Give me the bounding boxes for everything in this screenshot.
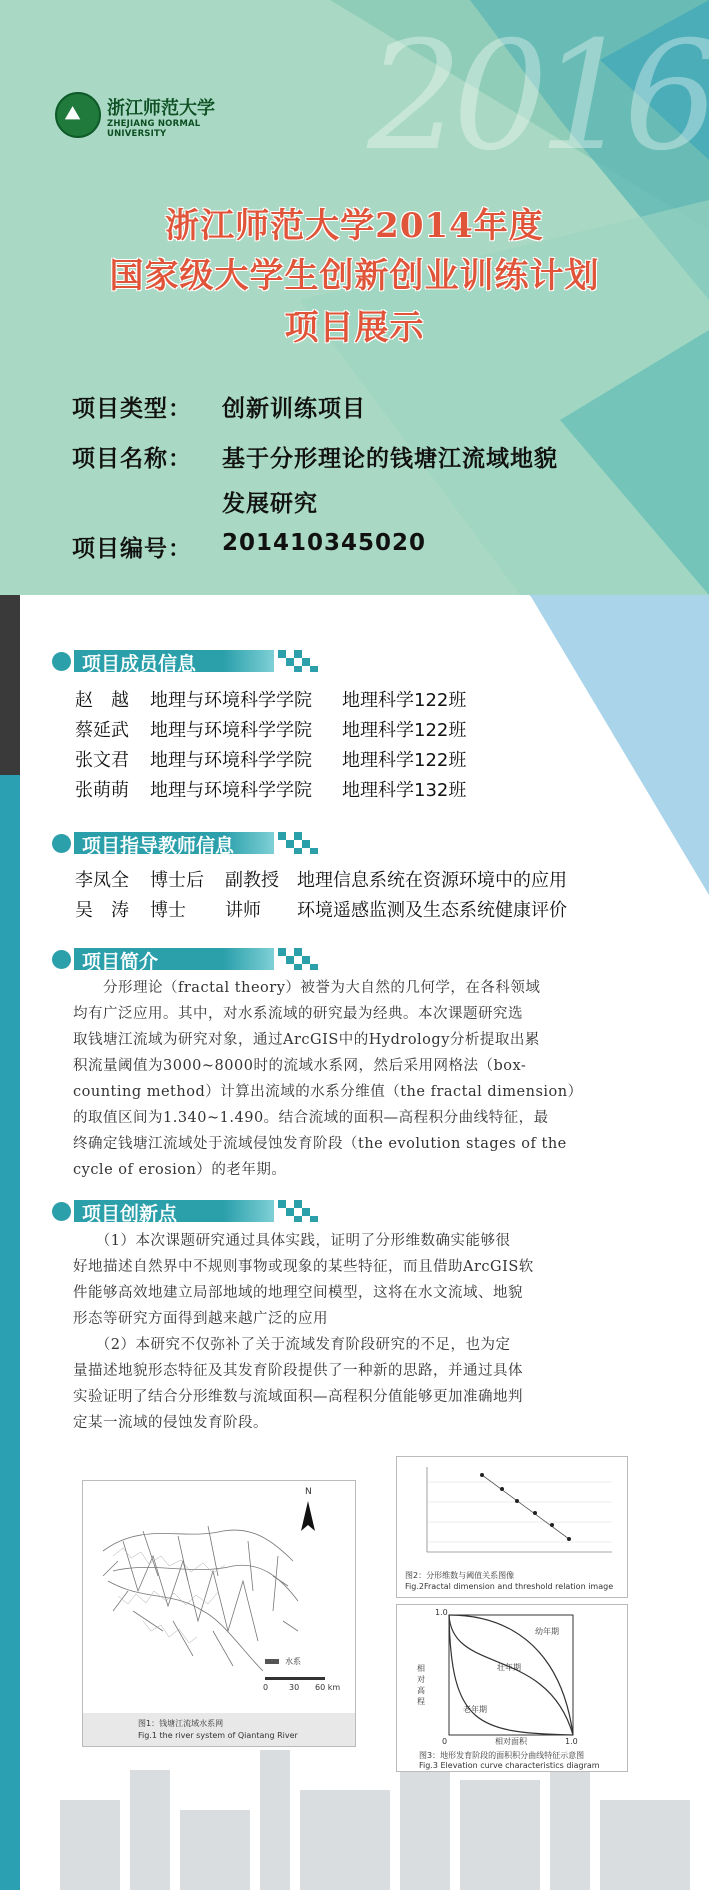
x-axis-label-0: 0 xyxy=(442,1737,448,1746)
project-number-value: 201410345020 xyxy=(222,530,427,556)
advisor-title: 讲师 xyxy=(225,900,261,921)
innovation-line: 定某一流域的侵蚀发育阶段。 xyxy=(73,1415,268,1431)
project-type-value: 创新训练项目 xyxy=(222,396,366,422)
curve-label-mature: 壮年期 xyxy=(497,1663,521,1672)
figure-2-fractal-chart xyxy=(396,1456,628,1598)
advisor-field: 环境遥感监测及生态系统健康评价 xyxy=(297,900,567,921)
project-number-row xyxy=(72,530,427,563)
intro-heading-label: 项目简介 xyxy=(82,951,159,973)
intro-line: 终确定钱塘江流域处于流域侵蚀发育阶段（the evolution stages of the xyxy=(73,1136,567,1152)
project-name-label: 项目名称： xyxy=(72,446,192,472)
scale-label-60: 60 km xyxy=(315,1683,341,1692)
member-name: 张文君 xyxy=(75,750,129,771)
intro-line: 分形理论（fractal theory）被誉为大自然的几何学，在各科领域 xyxy=(73,980,541,996)
figure-2-caption-en: Fig.2Fractal dimension and threshold relation image xyxy=(405,1582,614,1591)
north-label: N xyxy=(305,1487,312,1497)
innovation-line: 好地描述自然界中不规则事物或现象的某些特征，而且借助ArcGIS软 xyxy=(73,1259,534,1275)
figure-3-caption-en: Fig.3 Elevation curve characteristics diagram xyxy=(419,1761,600,1770)
intro-line: counting method）计算出流域的水系分维值（the fractal dimension） xyxy=(73,1084,583,1100)
intro-paragraph xyxy=(73,975,629,1183)
river-network-map xyxy=(83,1481,355,1701)
members-heading-label: 项目成员信息 xyxy=(82,653,197,675)
member-college: 地理与环境科学学院 xyxy=(150,720,312,741)
member-college: 地理与环境科学学院 xyxy=(150,750,312,771)
university-logo xyxy=(55,92,255,142)
project-name-value-2: 发展研究 xyxy=(222,491,318,517)
member-class: 地理科学122班 xyxy=(342,750,467,771)
advisor-degree: 博士后 xyxy=(150,870,204,891)
innovation-paragraph xyxy=(73,1228,629,1436)
advisor-degree: 博士 xyxy=(150,900,186,921)
curve-label-old: 老年期 xyxy=(463,1705,487,1714)
intro-line: 积流量阈值为3000~8000时的流域水系网，然后采用网格法（box- xyxy=(73,1058,527,1074)
project-number-label: 项目编号： xyxy=(72,536,192,562)
left-dark-bar xyxy=(0,595,20,775)
advisor-name: 吴 涛 xyxy=(75,900,129,921)
innovation-line: 量描述地貌形态特征及其发育阶段提供了一种新的思路，并通过具体 xyxy=(73,1363,523,1379)
member-class: 地理科学122班 xyxy=(342,690,467,711)
member-name: 张萌萌 xyxy=(75,780,129,801)
figure-1-caption-cn: 图1：钱塘江流域水系网 xyxy=(138,1719,224,1728)
innovation-heading-label: 项目创新点 xyxy=(82,1203,178,1225)
intro-line: 取钱塘江流域为研究对象，通过ArcGIS中的Hydrology分析提取出累 xyxy=(73,1032,540,1048)
innovation-line: （2）本研究不仅弥补了关于流域发育阶段研究的不足，也为定 xyxy=(73,1337,511,1353)
figure-3-caption-cn: 图3：地形发育阶段的面积积分曲线特征示意图 xyxy=(419,1751,585,1760)
year-watermark: 2016 xyxy=(367,10,709,184)
y-axis-top-label: 1.0 xyxy=(435,1608,448,1617)
title-line-3: 项目展示 xyxy=(284,308,425,348)
x-axis-label-1: 1.0 xyxy=(565,1737,578,1746)
advisors-heading-label: 项目指导教师信息 xyxy=(82,835,235,857)
innovation-line: 形态等研究方面得到越来越广泛的应用 xyxy=(73,1311,328,1327)
figure-3-elevation-curve xyxy=(396,1604,628,1772)
intro-line: 的取值区间为1.340~1.490。结合流域的面积—高程积分曲线特征，最 xyxy=(73,1110,549,1126)
figure-1-caption-box xyxy=(83,1713,355,1746)
curve-label-youth: 幼年期 xyxy=(535,1627,559,1636)
project-type-label: 项目类型： xyxy=(72,396,192,422)
advisor-title: 副教授 xyxy=(225,870,279,891)
y-axis-label: 相对高程 xyxy=(417,1664,425,1706)
scale-label-0: 0 xyxy=(263,1683,269,1692)
innovation-line: （1）本次课题研究通过具体实践，证明了分形维数确实能够很 xyxy=(73,1233,511,1249)
member-name: 蔡延武 xyxy=(75,720,129,741)
fractal-threshold-plot xyxy=(397,1457,627,1567)
innovation-line: 实验证明了结合分形维数与流域面积—高程积分值能够更加准确地判 xyxy=(73,1389,523,1405)
project-type-row xyxy=(72,390,366,423)
advisor-name: 李凤全 xyxy=(75,870,129,891)
advisor-field: 地理信息系统在资源环境中的应用 xyxy=(297,870,567,891)
innovation-line: 件能够高效地建立局部地域的地理空间模型，这将在水文流域、地貌 xyxy=(73,1285,523,1301)
left-teal-bar xyxy=(0,775,20,1890)
right-blue-shape xyxy=(450,595,709,895)
intro-line: cycle of erosion）的老年期。 xyxy=(73,1162,287,1178)
intro-line: 均有广泛应用。其中，对水系流域的研究最为经典。本次课题研究选 xyxy=(73,1006,523,1022)
scale-label-30: 30 xyxy=(289,1683,300,1692)
member-college: 地理与环境科学学院 xyxy=(150,780,312,801)
project-name-row xyxy=(72,440,558,473)
figure-2-caption-cn: 图2：分形维数与阈值关系图像 xyxy=(405,1571,515,1580)
logo-en-name: ZHEJIANG NORMAL UNIVERSITY xyxy=(107,119,201,139)
header-band xyxy=(0,0,709,595)
legend-swatch xyxy=(265,1659,279,1664)
hypsometric-curve-diagram xyxy=(397,1605,627,1745)
member-name: 赵 越 xyxy=(75,690,129,711)
figure-1-river-map xyxy=(82,1480,356,1747)
legend-label: 水系 xyxy=(285,1657,301,1666)
title-line-1: 浙江师范大学2014年度 xyxy=(165,206,544,246)
logo-cn-name: 浙江师范大学 xyxy=(107,98,215,119)
x-axis-title: 相对面积 xyxy=(495,1737,527,1746)
project-name-value-1: 基于分形理论的钱塘江流域地貌 xyxy=(222,446,558,472)
north-arrow-icon xyxy=(301,1501,315,1531)
member-class: 地理科学122班 xyxy=(342,720,467,741)
scale-bar xyxy=(265,1677,325,1680)
member-college: 地理与环境科学学院 xyxy=(150,690,312,711)
member-class: 地理科学132班 xyxy=(342,780,467,801)
figure-1-caption-en: Fig.1 the river system of Qiantang River xyxy=(138,1731,298,1740)
university-emblem-icon: ⛰ xyxy=(55,92,101,138)
title-line-2: 国家级大学生创新创业训练计划 xyxy=(109,256,600,296)
